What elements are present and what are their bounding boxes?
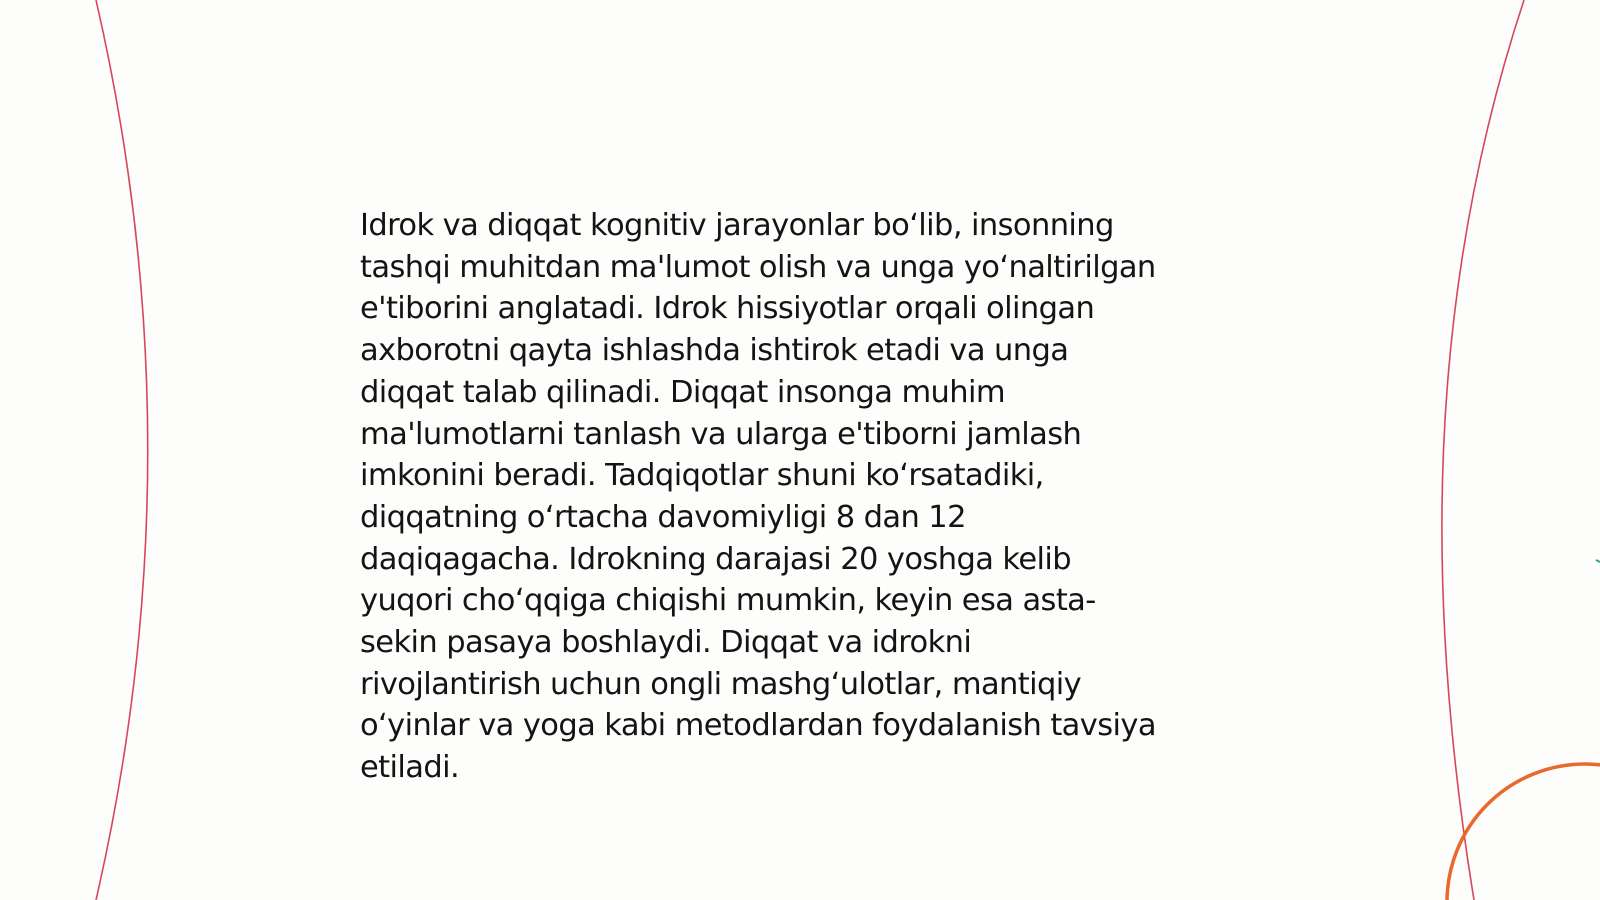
left-arc-decoration	[96, 0, 148, 900]
right-arc-decoration	[1442, 0, 1524, 900]
body-text: Idrok va diqqat kognitiv jarayonlar bo‘lib, insonning tashqi muhitdan ma'lumot olish va unga yo‘naltirilgan e'tiborini anglatadi. Idrok hissiyotlar orqali olingan axborotni qayta ishlashda ishtirok etadi va unga diqqat talab qilinadi. Diqqat insonga muhim ma'lumotlarni tanlash va ularga e'tiborni jamlash imkonini beradi. Tadqiqotlar shuni ko‘rsatadiki, diqqatning o‘rtacha davomiyligi 8 dan 12 daqiqagacha. Idrokning darajasi 20 yoshga kelib yuqori cho‘qqiga chiqishi mumkin, keyin esa asta- sekin pasaya boshlaydi. Diqqat va idrokni rivojlantirish uchun ongli mashg‘ulotlar, mantiqiy o‘yinlar va yoga kabi metodlardan foydalanish tavsiya etiladi.	[360, 208, 1156, 786]
teal-accent-mark	[1596, 560, 1600, 562]
